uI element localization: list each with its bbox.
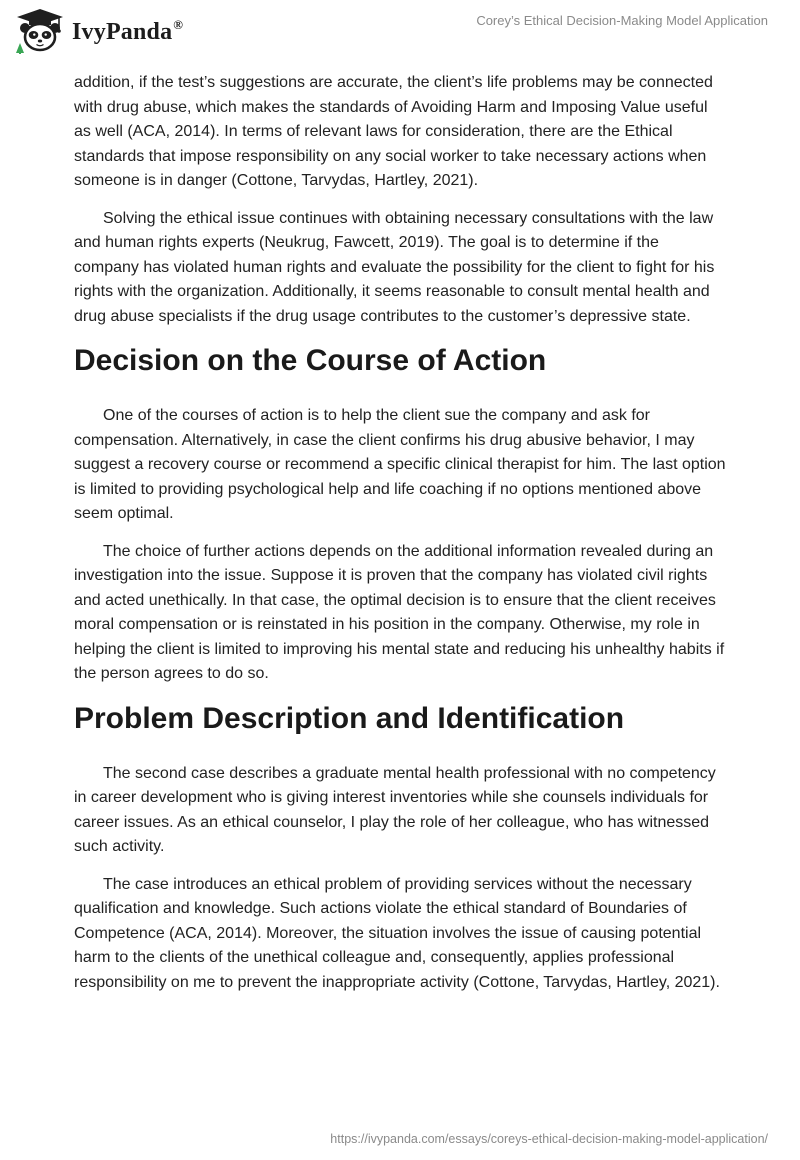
section-heading: Decision on the Course of Action (74, 344, 547, 377)
brand-name (72, 16, 184, 46)
paragraph: Solving the ethical issue continues with obtaining necessary consultations with the law and human rights experts (Neukrug, Fawcett, 2019). The goal is to determine if the company has violated human rights and evaluate the possibility for the client to fight for his rights with the organization. Additionally, it seems reasonable to consult mental health and drug abuse specialists if the drug usage contributes to the customer’s depressive state. (74, 209, 715, 325)
paragraph: The choice of further actions depends on the additional information revealed during an investigation into the issue. Suppose it is proven that the company has violated civil rights and acted unethically. In that case, the optimal decision is to ensure that the client receives moral compensation or is reinstated in his position in the company. Otherwise, my role in helping the client is limited to improving his mental state and reducing his unhealthy habits if the person agrees to do so. (74, 542, 725, 682)
brand-registered-mark: ® (173, 16, 184, 32)
logo[interactable] (14, 8, 183, 54)
paragraph: The second case describes a graduate mental health professional with no competency in career development who is giving interest inventories while she counsels individuals for career issues. As an ethical counselor, I play the role of her colleague, who has witnessed such activity. (74, 764, 716, 855)
essay-content (74, 71, 728, 1008)
section-heading: Problem Description and Identification (74, 701, 625, 735)
paragraph: One of the courses of action is to help the client sue the company and ask for compensation. Alternatively, in case the client confirms his drug abusive behavior, I may suggest a recovery course or recommend a specific clinical therapist for him. The last option is limited to providing psychological help and life coaching if no options mentioned above seem optimal. (74, 407, 726, 522)
source-url[interactable]: https://ivypanda.com/essays/coreys-ethical-decision-making-model-application/ (330, 1132, 768, 1146)
page-header (0, 0, 800, 62)
paragraph: The case introduces an ethical problem of providing services without the necessary qualification and knowledge. Such actions violate the ethical standard of Boundaries of Competence (ACA, 2014). Moreover, the situation involves the issue of causing potential harm to the clients of the unethical colleague and, consequently, applies professional responsibility on me to prevent the inappropriate activity (Cottone, Tarvydas, Hartley, 2021). (74, 875, 720, 991)
paragraph: addition, if the test’s suggestions are accurate, the client’s life problems may be connected with drug abuse, which makes the standards of Avoiding Harm and Imposing Value useful as well (ACA, 2014). In terms of relevant laws for consideration, there are the Ethical standards that impose responsibility on any social worker to take necessary actions when someone is in danger (Cottone, Tarvydas, Hartley, 2021). (74, 74, 713, 189)
panda-graduate-icon (14, 8, 66, 54)
brand-label: IvyPanda (72, 18, 173, 45)
document-title: Corey’s Ethical Decision-Making Model Application (476, 13, 768, 28)
